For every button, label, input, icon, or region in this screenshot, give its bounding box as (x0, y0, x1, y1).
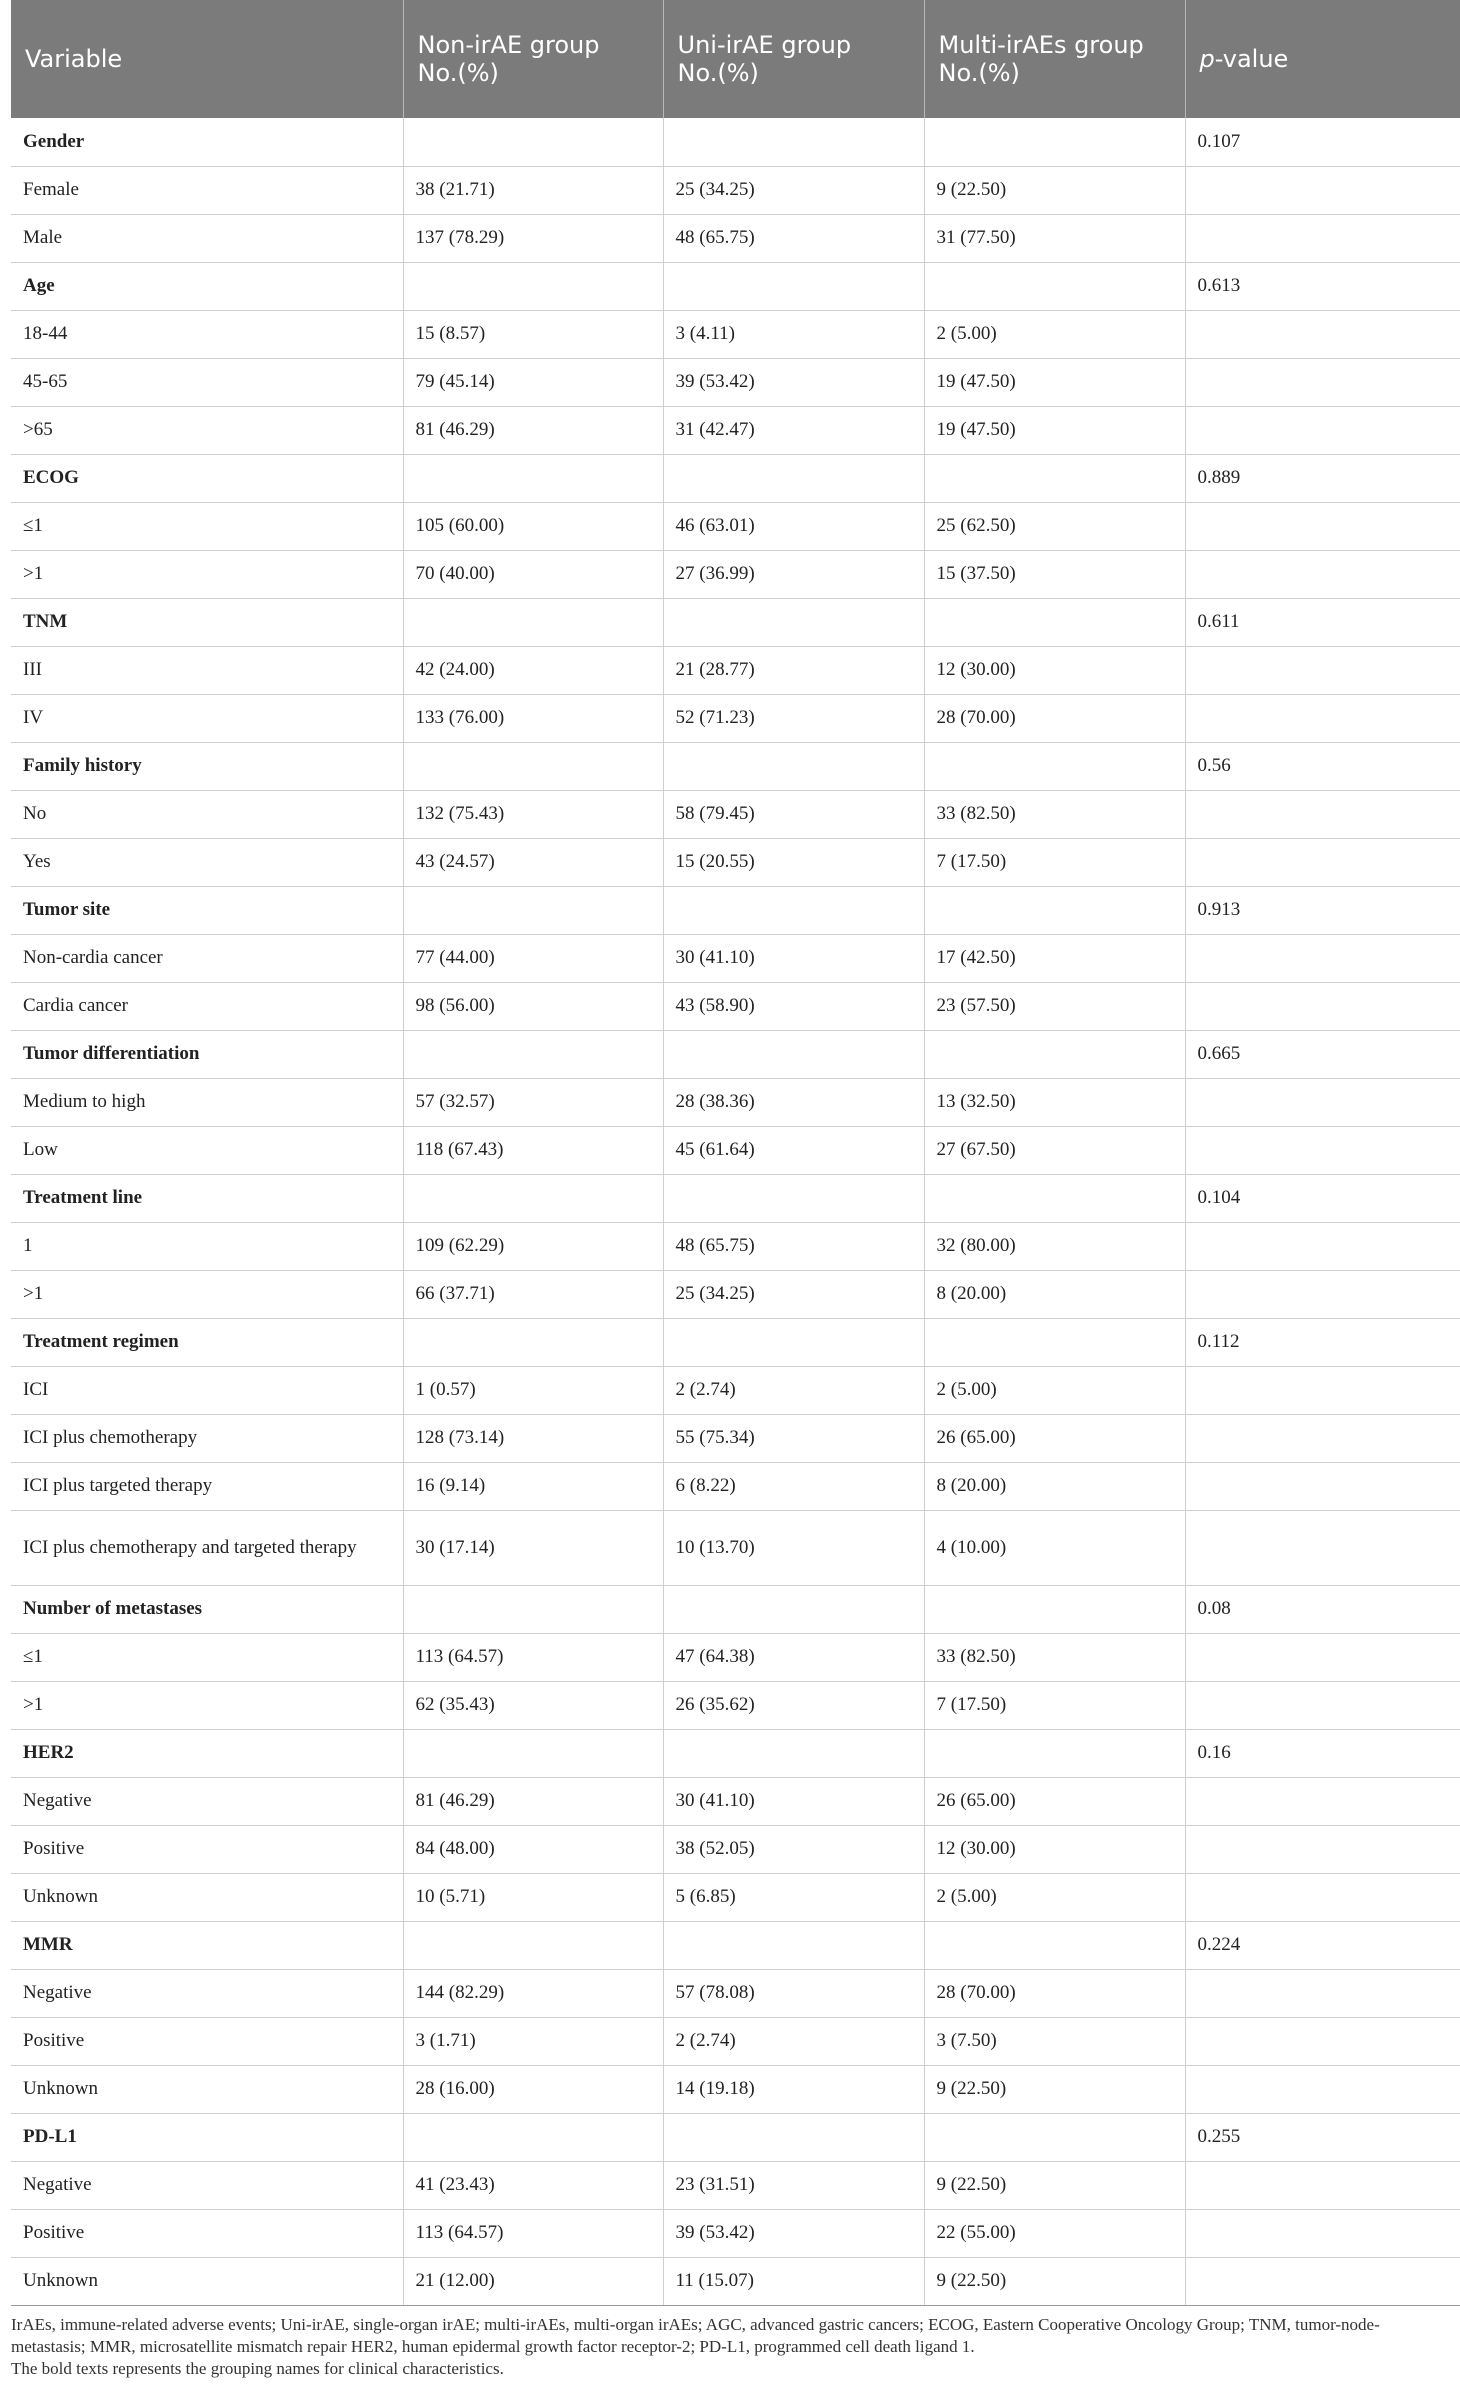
multi-iraes-cell: 32 (80.00) (924, 1222, 1185, 1270)
table-row (11, 2209, 1460, 2257)
non-irae-cell: 30 (17.14) (403, 1510, 663, 1585)
non-irae-cell: 15 (8.57) (403, 310, 663, 358)
uni-irae-cell: 58 (79.45) (663, 790, 924, 838)
p-value-cell: 0.665 (1185, 1030, 1460, 1078)
uni-irae-cell (663, 454, 924, 502)
multi-iraes-cell: 9 (22.50) (924, 2161, 1185, 2209)
uni-irae-cell: 39 (53.42) (663, 358, 924, 406)
variable-cell: Positive (11, 1825, 403, 1873)
variable-cell: Number of metastases (11, 1585, 403, 1633)
uni-irae-cell: 5 (6.85) (663, 1873, 924, 1921)
p-value-cell (1185, 646, 1460, 694)
non-irae-cell: 98 (56.00) (403, 982, 663, 1030)
p-value-cell: 0.613 (1185, 262, 1460, 310)
variable-cell: TNM (11, 598, 403, 646)
p-value-cell: 0.913 (1185, 886, 1460, 934)
p-value-cell (1185, 1462, 1460, 1510)
uni-irae-cell: 45 (61.64) (663, 1126, 924, 1174)
p-value-cell: 0.16 (1185, 1729, 1460, 1777)
uni-irae-cell: 25 (34.25) (663, 166, 924, 214)
table-row (11, 1270, 1460, 1318)
p-value-cell (1185, 550, 1460, 598)
non-irae-cell: 16 (9.14) (403, 1462, 663, 1510)
non-irae-cell (403, 886, 663, 934)
multi-iraes-cell (924, 598, 1185, 646)
uni-irae-cell: 47 (64.38) (663, 1633, 924, 1681)
uni-irae-cell (663, 1030, 924, 1078)
uni-irae-cell: 55 (75.34) (663, 1414, 924, 1462)
multi-iraes-cell: 9 (22.50) (924, 2257, 1185, 2305)
table-row (11, 1873, 1460, 1921)
p-value-cell (1185, 790, 1460, 838)
non-irae-cell (403, 118, 663, 166)
variable-cell: Unknown (11, 2257, 403, 2305)
variable-cell: Tumor differentiation (11, 1030, 403, 1078)
variable-cell: >1 (11, 1270, 403, 1318)
multi-iraes-cell: 17 (42.50) (924, 934, 1185, 982)
variable-cell: 1 (11, 1222, 403, 1270)
uni-irae-cell (663, 1729, 924, 1777)
multi-iraes-cell: 22 (55.00) (924, 2209, 1185, 2257)
p-value-cell (1185, 310, 1460, 358)
uni-irae-cell: 15 (20.55) (663, 838, 924, 886)
variable-cell: No (11, 790, 403, 838)
table-row (11, 1462, 1460, 1510)
non-irae-cell: 84 (48.00) (403, 1825, 663, 1873)
non-irae-cell: 41 (23.43) (403, 2161, 663, 2209)
p-value-cell: 0.08 (1185, 1585, 1460, 1633)
p-value-cell: 0.56 (1185, 742, 1460, 790)
p-value-cell (1185, 934, 1460, 982)
variable-cell: Female (11, 166, 403, 214)
multi-iraes-cell (924, 1174, 1185, 1222)
non-irae-cell: 77 (44.00) (403, 934, 663, 982)
variable-cell: Negative (11, 2161, 403, 2209)
header-variable: Variable (11, 0, 403, 118)
group-row (11, 1585, 1460, 1633)
multi-iraes-cell (924, 1318, 1185, 1366)
multi-iraes-cell (924, 2113, 1185, 2161)
multi-iraes-cell: 2 (5.00) (924, 310, 1185, 358)
multi-iraes-cell: 33 (82.50) (924, 790, 1185, 838)
variable-cell: Family history (11, 742, 403, 790)
p-value-cell: 0.611 (1185, 598, 1460, 646)
variable-cell: III (11, 646, 403, 694)
variable-cell: Medium to high (11, 1078, 403, 1126)
non-irae-cell (403, 598, 663, 646)
group-row (11, 1729, 1460, 1777)
non-irae-cell (403, 262, 663, 310)
multi-iraes-cell: 2 (5.00) (924, 1873, 1185, 1921)
variable-cell: Gender (11, 118, 403, 166)
p-value-cell (1185, 1969, 1460, 2017)
variable-cell: Tumor site (11, 886, 403, 934)
non-irae-cell (403, 1921, 663, 1969)
p-value-cell (1185, 1510, 1460, 1585)
uni-irae-cell: 26 (35.62) (663, 1681, 924, 1729)
table-row (11, 1825, 1460, 1873)
table-row (11, 1126, 1460, 1174)
variable-cell: ≤1 (11, 1633, 403, 1681)
table-row (11, 2161, 1460, 2209)
variable-cell: Positive (11, 2017, 403, 2065)
p-value-cell (1185, 1633, 1460, 1681)
uni-irae-cell: 21 (28.77) (663, 646, 924, 694)
variable-cell: IV (11, 694, 403, 742)
variable-cell: PD-L1 (11, 2113, 403, 2161)
uni-irae-cell: 3 (4.11) (663, 310, 924, 358)
table-row (11, 1414, 1460, 1462)
variable-cell: Age (11, 262, 403, 310)
table-row (11, 550, 1460, 598)
multi-iraes-cell (924, 1729, 1185, 1777)
multi-iraes-cell: 8 (20.00) (924, 1462, 1185, 1510)
uni-irae-cell (663, 742, 924, 790)
table-row (11, 838, 1460, 886)
multi-iraes-cell: 9 (22.50) (924, 166, 1185, 214)
non-irae-cell: 128 (73.14) (403, 1414, 663, 1462)
variable-cell: 45-65 (11, 358, 403, 406)
header-row (11, 0, 1460, 118)
p-value-cell: 0.224 (1185, 1921, 1460, 1969)
group-row (11, 1921, 1460, 1969)
multi-iraes-cell: 13 (32.50) (924, 1078, 1185, 1126)
multi-iraes-cell (924, 454, 1185, 502)
p-value-cell (1185, 1681, 1460, 1729)
multi-iraes-cell: 12 (30.00) (924, 646, 1185, 694)
non-irae-cell: 70 (40.00) (403, 550, 663, 598)
non-irae-cell: 21 (12.00) (403, 2257, 663, 2305)
non-irae-cell: 10 (5.71) (403, 1873, 663, 1921)
non-irae-cell: 3 (1.71) (403, 2017, 663, 2065)
non-irae-cell: 144 (82.29) (403, 1969, 663, 2017)
p-value-cell (1185, 214, 1460, 262)
variable-cell: >1 (11, 550, 403, 598)
multi-iraes-cell: 33 (82.50) (924, 1633, 1185, 1681)
clinical-characteristics-table (11, 0, 1460, 2306)
group-row (11, 886, 1460, 934)
non-irae-cell (403, 1729, 663, 1777)
non-irae-cell: 1 (0.57) (403, 1366, 663, 1414)
uni-irae-cell: 57 (78.08) (663, 1969, 924, 2017)
uni-irae-cell: 48 (65.75) (663, 214, 924, 262)
non-irae-cell (403, 1318, 663, 1366)
uni-irae-cell: 6 (8.22) (663, 1462, 924, 1510)
non-irae-cell: 113 (64.57) (403, 1633, 663, 1681)
non-irae-cell: 42 (24.00) (403, 646, 663, 694)
variable-cell: Cardia cancer (11, 982, 403, 1030)
non-irae-cell: 118 (67.43) (403, 1126, 663, 1174)
group-row (11, 2113, 1460, 2161)
multi-iraes-cell: 26 (65.00) (924, 1414, 1185, 1462)
header-uni-irae: Uni-irAE group No.(%) (663, 0, 924, 118)
multi-iraes-cell: 12 (30.00) (924, 1825, 1185, 1873)
multi-iraes-cell (924, 1921, 1185, 1969)
multi-iraes-cell: 26 (65.00) (924, 1777, 1185, 1825)
non-irae-cell (403, 1174, 663, 1222)
variable-cell: Negative (11, 1969, 403, 2017)
uni-irae-cell: 2 (2.74) (663, 1366, 924, 1414)
multi-iraes-cell: 15 (37.50) (924, 550, 1185, 598)
p-value-cell (1185, 166, 1460, 214)
table-row (11, 2065, 1460, 2113)
p-value-cell (1185, 838, 1460, 886)
variable-cell: Unknown (11, 2065, 403, 2113)
group-row (11, 1318, 1460, 1366)
p-value-cell: 0.112 (1185, 1318, 1460, 1366)
uni-irae-cell (663, 1174, 924, 1222)
table-row (11, 2017, 1460, 2065)
table-row (11, 2257, 1460, 2305)
non-irae-cell: 133 (76.00) (403, 694, 663, 742)
p-value-cell: 0.255 (1185, 2113, 1460, 2161)
multi-iraes-cell: 31 (77.50) (924, 214, 1185, 262)
multi-iraes-cell: 19 (47.50) (924, 358, 1185, 406)
header-non-irae: Non-irAE group No.(%) (403, 0, 663, 118)
uni-irae-cell: 48 (65.75) (663, 1222, 924, 1270)
multi-iraes-cell (924, 118, 1185, 166)
multi-iraes-cell (924, 262, 1185, 310)
group-row (11, 1030, 1460, 1078)
table-container (11, 0, 1460, 2306)
bold-text-note: The bold texts represents the grouping names for clinical characteristics. (11, 2359, 504, 2378)
uni-irae-cell: 23 (31.51) (663, 2161, 924, 2209)
uni-irae-cell: 39 (53.42) (663, 2209, 924, 2257)
uni-irae-cell (663, 886, 924, 934)
p-value-cell (1185, 358, 1460, 406)
table-row (11, 1078, 1460, 1126)
variable-cell: ≤1 (11, 502, 403, 550)
p-value-cell (1185, 2065, 1460, 2113)
table-row (11, 694, 1460, 742)
variable-cell: MMR (11, 1921, 403, 1969)
uni-irae-cell: 14 (19.18) (663, 2065, 924, 2113)
non-irae-cell: 38 (21.71) (403, 166, 663, 214)
multi-iraes-cell: 23 (57.50) (924, 982, 1185, 1030)
uni-irae-cell (663, 1318, 924, 1366)
variable-cell: Male (11, 214, 403, 262)
p-value-cell (1185, 1270, 1460, 1318)
table-row (11, 406, 1460, 454)
p-value-cell (1185, 406, 1460, 454)
non-irae-cell (403, 1030, 663, 1078)
table-row (11, 358, 1460, 406)
uni-irae-cell: 27 (36.99) (663, 550, 924, 598)
uni-irae-cell: 10 (13.70) (663, 1510, 924, 1585)
table-row (11, 1777, 1460, 1825)
table-row (11, 214, 1460, 262)
table-row (11, 934, 1460, 982)
table-row (11, 166, 1460, 214)
non-irae-cell: 137 (78.29) (403, 214, 663, 262)
multi-iraes-cell: 7 (17.50) (924, 1681, 1185, 1729)
p-value-cell (1185, 1126, 1460, 1174)
non-irae-cell: 113 (64.57) (403, 2209, 663, 2257)
non-irae-cell: 66 (37.71) (403, 1270, 663, 1318)
non-irae-cell (403, 454, 663, 502)
p-value-cell (1185, 1825, 1460, 1873)
non-irae-cell: 57 (32.57) (403, 1078, 663, 1126)
variable-cell: ICI (11, 1366, 403, 1414)
table-row (11, 1969, 1460, 2017)
group-row (11, 118, 1460, 166)
uni-irae-cell (663, 1921, 924, 1969)
uni-irae-cell: 38 (52.05) (663, 1825, 924, 1873)
variable-cell: HER2 (11, 1729, 403, 1777)
multi-iraes-cell: 9 (22.50) (924, 2065, 1185, 2113)
table-row (11, 502, 1460, 550)
table-row (11, 646, 1460, 694)
variable-cell: Treatment line (11, 1174, 403, 1222)
group-row (11, 454, 1460, 502)
p-value-cell: 0.889 (1185, 454, 1460, 502)
uni-irae-cell: 30 (41.10) (663, 934, 924, 982)
header-p-value: p-value (1185, 0, 1460, 118)
multi-iraes-cell: 7 (17.50) (924, 838, 1185, 886)
p-value-cell (1185, 1777, 1460, 1825)
non-irae-cell: 62 (35.43) (403, 1681, 663, 1729)
table-row (11, 1633, 1460, 1681)
p-value-cell (1185, 1222, 1460, 1270)
table-body (11, 118, 1460, 2305)
uni-irae-cell: 2 (2.74) (663, 2017, 924, 2065)
variable-cell: >65 (11, 406, 403, 454)
table-row (11, 790, 1460, 838)
uni-irae-cell: 28 (38.36) (663, 1078, 924, 1126)
non-irae-cell (403, 1585, 663, 1633)
multi-iraes-cell: 19 (47.50) (924, 406, 1185, 454)
uni-irae-cell (663, 118, 924, 166)
uni-irae-cell (663, 1585, 924, 1633)
multi-iraes-cell: 4 (10.00) (924, 1510, 1185, 1585)
uni-irae-cell: 46 (63.01) (663, 502, 924, 550)
table-footnotes (11, 2314, 1451, 2380)
p-value-cell (1185, 1414, 1460, 1462)
p-value-cell (1185, 1366, 1460, 1414)
variable-cell: Positive (11, 2209, 403, 2257)
non-irae-cell: 28 (16.00) (403, 2065, 663, 2113)
non-irae-cell (403, 2113, 663, 2161)
header-multi-iraes: Multi-irAEs group No.(%) (924, 0, 1185, 118)
variable-cell: ICI plus chemotherapy and targeted therapy (11, 1510, 403, 1585)
multi-iraes-cell (924, 1585, 1185, 1633)
non-irae-cell: 79 (45.14) (403, 358, 663, 406)
table-row (11, 1510, 1460, 1585)
variable-cell: ECOG (11, 454, 403, 502)
multi-iraes-cell: 8 (20.00) (924, 1270, 1185, 1318)
uni-irae-cell (663, 598, 924, 646)
non-irae-cell: 43 (24.57) (403, 838, 663, 886)
uni-irae-cell: 52 (71.23) (663, 694, 924, 742)
p-value-cell (1185, 2017, 1460, 2065)
p-value-cell: 0.107 (1185, 118, 1460, 166)
variable-cell: Non-cardia cancer (11, 934, 403, 982)
non-irae-cell: 81 (46.29) (403, 406, 663, 454)
non-irae-cell: 132 (75.43) (403, 790, 663, 838)
uni-irae-cell: 11 (15.07) (663, 2257, 924, 2305)
non-irae-cell: 109 (62.29) (403, 1222, 663, 1270)
multi-iraes-cell: 2 (5.00) (924, 1366, 1185, 1414)
variable-cell: Low (11, 1126, 403, 1174)
p-value-cell (1185, 2257, 1460, 2305)
variable-cell: Yes (11, 838, 403, 886)
p-value-cell (1185, 982, 1460, 1030)
variable-cell: 18-44 (11, 310, 403, 358)
variable-cell: Unknown (11, 1873, 403, 1921)
variable-cell: Negative (11, 1777, 403, 1825)
variable-cell: >1 (11, 1681, 403, 1729)
p-value-cell (1185, 2161, 1460, 2209)
p-value-cell (1185, 1078, 1460, 1126)
multi-iraes-cell (924, 886, 1185, 934)
multi-iraes-cell (924, 742, 1185, 790)
p-value-cell (1185, 1873, 1460, 1921)
p-value-cell (1185, 2209, 1460, 2257)
abbreviations-note: IrAEs, immune-related adverse events; Uni-irAE, single-organ irAE; multi-irAEs, multi-organ irAEs; AGC, advanced gastric cancers; ECOG, Eastern Cooperative Oncology Group; TNM, tumor-node-metastasis; MMR, microsatellite mismatch repair HER2, human epidermal growth factor receptor-2; PD-L1, programmed cell death ligand 1. (11, 2315, 1380, 2356)
group-row (11, 262, 1460, 310)
variable-cell: ICI plus targeted therapy (11, 1462, 403, 1510)
table-row (11, 1222, 1460, 1270)
variable-cell: Treatment regimen (11, 1318, 403, 1366)
table-row (11, 310, 1460, 358)
non-irae-cell: 105 (60.00) (403, 502, 663, 550)
table-row (11, 982, 1460, 1030)
p-value-cell (1185, 502, 1460, 550)
variable-cell: ICI plus chemotherapy (11, 1414, 403, 1462)
p-value-cell (1185, 694, 1460, 742)
uni-irae-cell: 43 (58.90) (663, 982, 924, 1030)
multi-iraes-cell: 25 (62.50) (924, 502, 1185, 550)
uni-irae-cell: 31 (42.47) (663, 406, 924, 454)
table-row (11, 1681, 1460, 1729)
non-irae-cell: 81 (46.29) (403, 1777, 663, 1825)
uni-irae-cell (663, 262, 924, 310)
multi-iraes-cell: 28 (70.00) (924, 694, 1185, 742)
multi-iraes-cell: 3 (7.50) (924, 2017, 1185, 2065)
group-row (11, 1174, 1460, 1222)
uni-irae-cell: 25 (34.25) (663, 1270, 924, 1318)
table-row (11, 1366, 1460, 1414)
uni-irae-cell: 30 (41.10) (663, 1777, 924, 1825)
multi-iraes-cell: 27 (67.50) (924, 1126, 1185, 1174)
group-row (11, 742, 1460, 790)
uni-irae-cell (663, 2113, 924, 2161)
p-value-cell: 0.104 (1185, 1174, 1460, 1222)
group-row (11, 598, 1460, 646)
non-irae-cell (403, 742, 663, 790)
multi-iraes-cell (924, 1030, 1185, 1078)
multi-iraes-cell: 28 (70.00) (924, 1969, 1185, 2017)
